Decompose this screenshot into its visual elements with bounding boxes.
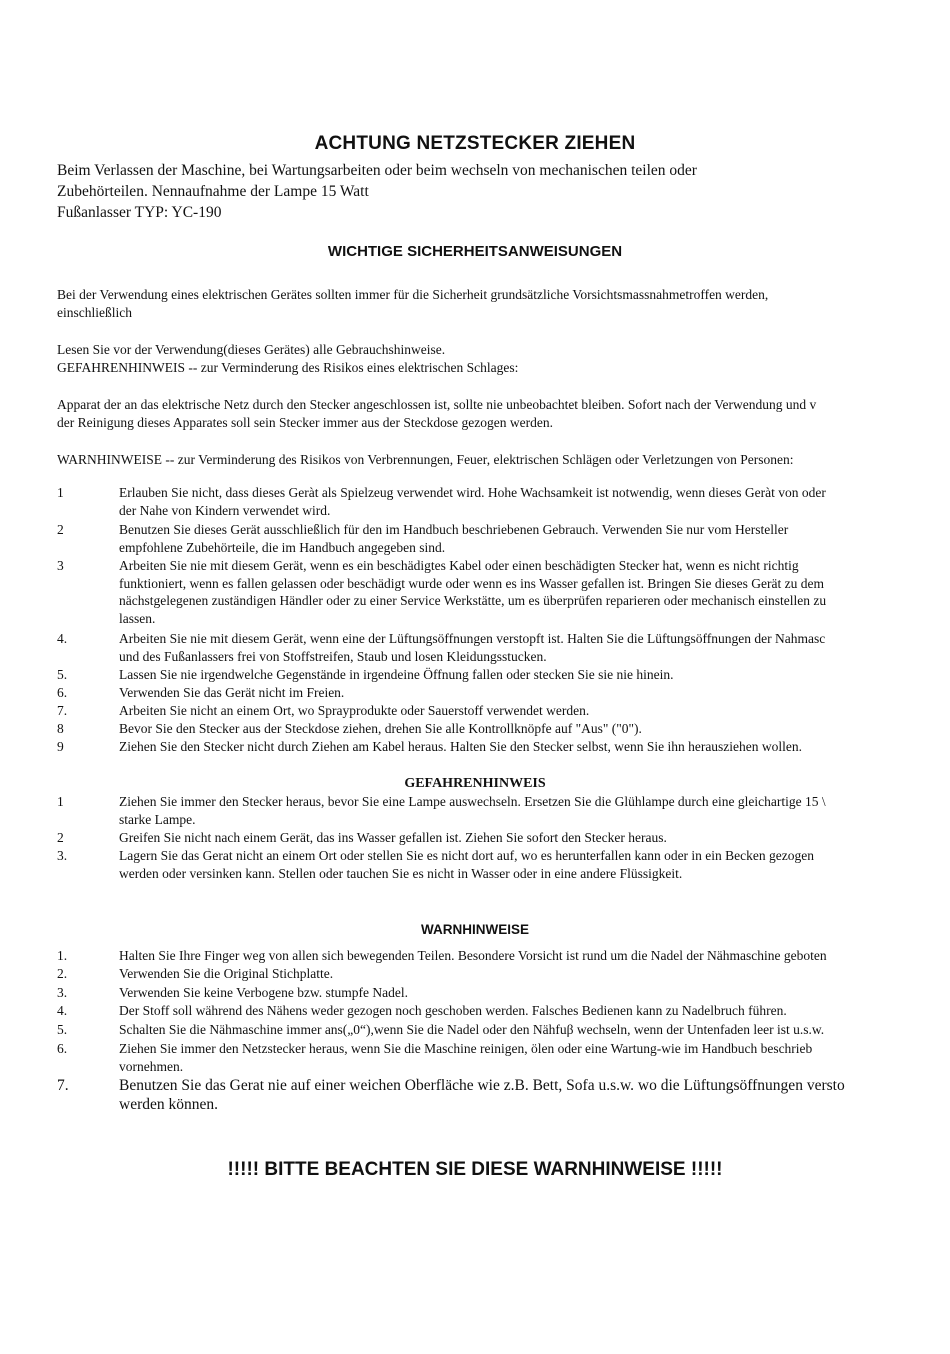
list-item-line: werden können. [119,1095,218,1113]
list-item-text [119,521,950,556]
list-item-line: funktioniert, wenn es fallen gelassen oder beschädigt wurde oder wenn es ins Wasser gefallen ist. Bringen Sie dieses Gerät zu dem [119,575,824,591]
list-item-text [119,630,950,665]
list-item-text [119,1077,950,1114]
list-item-line: Erlauben Sie nicht, dass dieses Geràt als Spielzeug verwendet wird. Hohe Wachsamkeit ist notwendig, wenn dieses Geràt von oder [119,485,826,500]
list-item-line: Greifen Sie nicht nach einem Gerät, das ins Wasser gefallen ist. Ziehen Sie sofort den Stecker heraus. [119,830,667,845]
list-item-text [119,947,950,965]
list-item-number: 3 [57,558,64,573]
list-item-number: 2 [57,522,64,537]
list-item-number: 5. [57,1022,68,1037]
list-item-text [119,793,950,828]
list-item-number: 2 [57,830,64,845]
list-item-number: 9 [57,739,64,754]
list-item-text [119,738,950,756]
list-item-line: Ziehen Sie den Stecker nicht durch Ziehen am Kabel heraus. Halten Sie den Stecker selbst, wenn Sie ihn herausziehen wollen. [119,739,803,754]
list-item-line: starke Lampe. [119,811,196,827]
list-item-text [119,984,950,1002]
list-item-line: Verwenden Sie keine Verbogene bzw. stumpfe Nadel. [119,985,409,1000]
list-item-number: 1 [57,794,64,809]
list-item-line: Ziehen Sie immer den Netzstecker heraus, wenn Sie die Maschine reinigen, ölen oder eine Wartung-wie im Handbuch beschrieb [119,1041,813,1056]
safety-paragraph: Apparat der an das elektrische Netz durch den Stecker angeschlossen ist, sollte nie unbeobachtet bleiben. Sofort nach der Verwendung und v [57,397,817,412]
safety-paragraph: Lesen Sie vor der Verwendung(dieses Gerätes) alle Gebrauchshinweise. [57,342,446,357]
list-item-number: 1 [57,485,64,500]
list-item-text [119,1021,950,1039]
intro-line: Fußanlasser TYP: YC-190 [57,204,222,221]
list-item-text [119,702,950,720]
safety-paragraph: der Reinigung dieses Apparates soll sein Stecker immer aus der Steckdose gezogen werden. [57,415,553,430]
intro-line: Beim Verlassen der Maschine, bei Wartungsarbeiten oder beim wechseln von mechanischen teilen oder [57,162,697,179]
section-title-safety: WICHTIGE SICHERHEITSANWEISUNGEN [327,243,623,260]
list-item-line: der Nahe von Kindern verwendet wird. [119,502,331,518]
list-item-line: Schalten Sie die Nähmaschine immer ans(„0“),wenn Sie die Nadel oder den Nähfuβ wechseln, wenn der Untenfaden leer ist u.s.w. [119,1022,825,1037]
list-item-number: 6. [57,1041,68,1056]
list-item-text [119,829,950,847]
list-item-line: Lagern Sie das Gerat nicht an einem Ort oder stellen Sie es nicht dort auf, wo es herunterfallen kann oder in ein Becken gezogen [119,848,814,863]
list-item-line: lassen. [119,610,156,626]
list-item-text [119,720,950,738]
list-item-text [119,965,950,983]
list-item-text [119,684,950,702]
section-title-warnings: WARNHINWEISE [421,922,529,937]
intro-line: Zubehörteilen. Nennaufnahme der Lampe 15 Watt [57,183,369,200]
safety-paragraph: Bei der Verwendung eines elektrischen Gerätes sollten immer für die Sicherheit grundsätzliche Vorsichtsmassnahmetroffen werden, [57,287,769,302]
list-item-line: vornehmen. [119,1058,184,1074]
list-item-number: 2. [57,966,68,981]
main-title: ACHTUNG NETZSTECKER ZIEHEN [314,133,636,154]
list-item-line: werden oder versinken kann. Stellen oder tauchen Sie es nicht in Wasser oder in eine andere Flüssigkeit. [119,865,683,881]
list-item-line: Arbeiten Sie nicht an einem Ort, wo Sprayprodukte oder Sauerstoff verwendet werden. [119,703,590,718]
list-item-line: Ziehen Sie immer den Stecker heraus, bevor Sie eine Lampe auswechseln. Ersetzen Sie die Glühlampe durch eine gleichartige 15 \ [119,794,826,809]
list-item-text [119,557,950,627]
list-item-text [119,1002,950,1020]
list-item-line: Verwenden Sie das Gerät nicht im Freien. [119,685,345,700]
safety-paragraph: GEFAHRENHINWEIS -- zur Verminderung des Risikos eines elektrischen Schlages: [57,360,519,375]
list-item-line: Lassen Sie nie irgendwelche Gegenstände in irgendeine Öffnung fallen oder stecken Sie sie nie hinein. [119,667,674,682]
list-item-number: 8 [57,721,64,736]
list-item-line: Arbeiten Sie nie mit diesem Gerät, wenn eine der Lüftungsöffnungen verstopft ist. Halten Sie die Lüftungsöffnungen der Nahmasc [119,631,826,646]
warnings-intro: WARNHINWEISE -- zur Verminderung des Risikos von Verbrennungen, Feuer, elektrischen Schlägen oder Verletzungen von Personen: [57,452,794,467]
list-item-number: 3. [57,985,68,1000]
list-item-number: 3. [57,848,68,863]
list-item-number: 7. [57,703,68,718]
list-item-line: nächstgelegenen zuständigen Händler oder zu einer Service Werkstätte, um es überprüfen reparieren oder mechanisch einstellen zu [119,593,827,608]
list-item-text [119,1040,950,1075]
list-item-line: und des Fußanlassers frei von Stoffstreifen, Staub und losen Kleidungsstucken. [119,648,547,664]
list-item-line: Bevor Sie den Stecker aus der Steckdose ziehen, drehen Sie alle Kontrollknöpfe auf "Aus" ("0"). [119,721,642,736]
list-item-number: 4. [57,631,68,646]
list-item-text [119,847,950,882]
list-item-number: 7. [57,1077,69,1094]
final-notice: !!!!! BITTE BEACHTEN SIE DIESE WARNHINWEISE !!!!! [227,1159,723,1180]
list-item-text [119,484,950,519]
safety-paragraph: einschließlich [57,305,132,320]
list-item-number: 4. [57,1003,68,1018]
list-item-line: Benutzen Sie dieses Gerät ausschließlich für den im Handbuch beschriebenen Gebrauch. Verwenden Sie nur vom Hersteller [119,522,789,537]
list-item-line: Halten Sie Ihre Finger weg von allen sich bewegenden Teilen. Besondere Vorsicht ist rund um die Nadel der Nähmaschine geboten [119,948,827,963]
list-item-text [119,666,950,684]
section-title-danger: GEFAHRENHINWEIS [404,776,546,791]
list-item-number: 5. [57,667,68,682]
list-item-number: 6. [57,685,68,700]
list-item-line: Der Stoff soll während des Nähens weder gezogen noch geschoben werden. Falsches Bedienen kann zu Nadelbruch führen. [119,1003,787,1018]
list-item-line: Verwenden Sie die Original Stichplatte. [119,966,334,981]
list-item-line: Arbeiten Sie nie mit diesem Gerät, wenn es ein beschädigtes Kabel oder einen beschädigten Stecker hat, wenn es nicht richtig [119,558,799,573]
list-item-line: empfohlene Zubehörteile, die im Handbuch angegeben sind. [119,539,446,555]
list-item-number: 1. [57,948,68,963]
list-item-line: Benutzen Sie das Gerat nie auf einer weichen Oberfläche wie z.B. Bett, Sofa u.s.w. wo die Lüftungsöffnungen versto [119,1077,845,1094]
